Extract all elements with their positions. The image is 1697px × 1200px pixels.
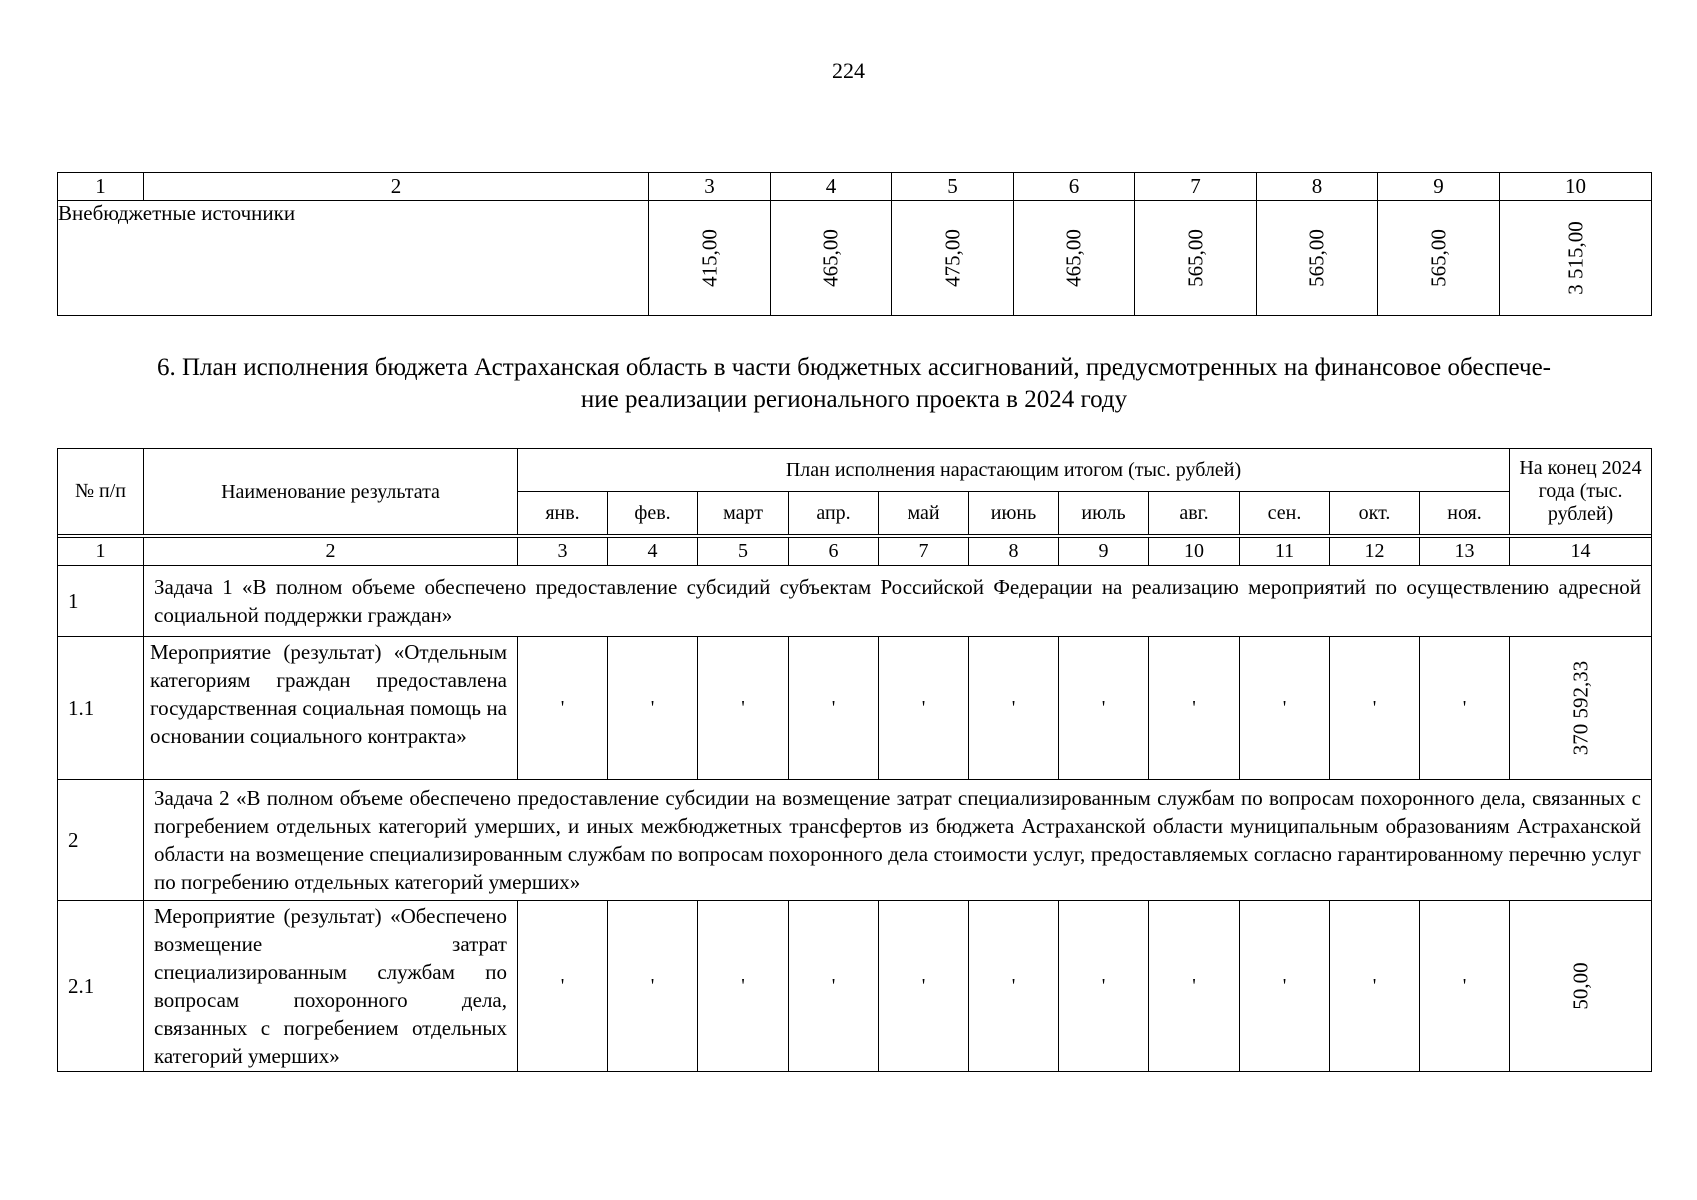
column-number: 6	[1014, 173, 1135, 201]
value: 465,00	[818, 229, 843, 287]
month-value: '	[1059, 901, 1149, 1072]
plan-table	[57, 448, 1652, 1072]
month-value: '	[518, 637, 608, 780]
row-number: 1.1	[58, 637, 144, 780]
header-name: Наименование результата	[144, 449, 518, 535]
month-value: '	[879, 901, 969, 1072]
task-row	[58, 780, 1652, 901]
month-header: сен.	[1240, 492, 1330, 535]
column-number: 3	[649, 173, 771, 201]
month-value: '	[518, 901, 608, 1072]
column-number: 4	[608, 538, 698, 566]
column-number: 2	[144, 538, 518, 566]
measure-name: Мероприятие (результат) «Обеспечено возмещение затрат специализированным службам по вопросам похоронного дела, связанных с погребением отдельных категорий умерших»	[144, 901, 518, 1072]
month-value: '	[879, 637, 969, 780]
section-title	[57, 352, 1651, 416]
column-number: 7	[879, 538, 969, 566]
page-number: 224	[832, 58, 865, 83]
column-number: 8	[969, 538, 1059, 566]
header-plan: План исполнения нарастающим итогом (тыс. рублей)	[518, 449, 1510, 492]
column-number: 1	[58, 173, 144, 201]
month-value: '	[608, 901, 698, 1072]
month-value: '	[1420, 637, 1510, 780]
month-value: '	[1149, 901, 1240, 1072]
measure-row	[58, 901, 1652, 1072]
column-number: 1	[58, 538, 144, 566]
row-number: 1	[58, 566, 144, 637]
month-header: март	[698, 492, 789, 535]
month-value: '	[1149, 637, 1240, 780]
month-header: апр.	[789, 492, 879, 535]
extrabudget-table	[57, 172, 1652, 316]
measure-name: Мероприятие (результат) «Отдельным категориям граждан предоставлена государственная социальная помощь на основании социального контракта»	[144, 637, 518, 780]
column-number: 12	[1330, 538, 1420, 566]
column-number: 8	[1257, 173, 1378, 201]
value-cell	[1014, 201, 1135, 316]
value-cell	[1135, 201, 1257, 316]
header-num: № п/п	[58, 449, 144, 535]
end-of-year-value: 370 592,33	[1568, 660, 1593, 756]
month-value: '	[698, 901, 789, 1072]
month-value: '	[698, 637, 789, 780]
column-number: 10	[1500, 173, 1652, 201]
task-row	[58, 566, 1652, 637]
section-title-line: 6. План исполнения бюджета Астраханская область в части бюджетных ассигнований, предусмотренных на финансовое обеспече-	[156, 354, 1552, 381]
column-number: 9	[1378, 173, 1500, 201]
month-header: янв.	[518, 492, 608, 535]
column-number: 3	[518, 538, 608, 566]
measure-row	[58, 637, 1652, 780]
column-number: 2	[144, 173, 649, 201]
month-header: июнь	[969, 492, 1059, 535]
column-number-row	[58, 538, 1652, 566]
month-header: окт.	[1330, 492, 1420, 535]
value-cell	[1378, 201, 1500, 316]
header-end-of-year: На конец 2024 года (тыс. рублей)	[1510, 449, 1652, 535]
month-header: май	[879, 492, 969, 535]
value: 465,00	[1061, 229, 1086, 287]
month-value: '	[789, 637, 879, 780]
end-of-year-value: 50,00	[1568, 962, 1593, 1010]
column-number: 9	[1059, 538, 1149, 566]
section-title-line: ние реализации регионального проекта в 2024 году	[580, 386, 1128, 413]
month-value: '	[1059, 637, 1149, 780]
month-value: '	[608, 637, 698, 780]
column-number: 5	[698, 538, 789, 566]
month-value: '	[969, 637, 1059, 780]
month-value: '	[1240, 637, 1330, 780]
value: 565,00	[1426, 229, 1450, 287]
column-number: 13	[1420, 538, 1510, 566]
task-text: Задача 2 «В полном объеме обеспечено предоставление субсидии на возмещение затрат специализированным службам по вопросам похоронного дела, связанных с погребением отдельных категорий умерших, и иных межбюджетных трансфертов из бюджета Астраханской области муниципальным образованиям Астраханской области на возмещение специализированным службам по вопросам похоронного дела стоимости услуг, предоставляемых согласно гарантированному перечню услуг по погребению отдельных категорий умерших»	[144, 780, 1652, 901]
value: 565,00	[1183, 229, 1207, 287]
end-of-year-cell	[1510, 637, 1652, 780]
total-cell	[1500, 201, 1652, 316]
value: 565,00	[1304, 229, 1329, 287]
column-number: 5	[892, 173, 1014, 201]
month-value: '	[1330, 901, 1420, 1072]
value: 415,00	[697, 229, 721, 287]
value-cell	[892, 201, 1014, 316]
month-value: '	[1240, 901, 1330, 1072]
total-value: 3 515,00	[1563, 221, 1587, 295]
column-number: 11	[1240, 538, 1330, 566]
month-header: фев.	[608, 492, 698, 535]
month-header: июль	[1059, 492, 1149, 535]
row-number: 2	[58, 780, 144, 901]
column-number: 14	[1510, 538, 1652, 566]
value-cell	[771, 201, 892, 316]
column-number: 4	[771, 173, 892, 201]
month-value: '	[1330, 637, 1420, 780]
month-header: ноя.	[1420, 492, 1510, 535]
value-cell	[649, 201, 771, 316]
column-number: 6	[789, 538, 879, 566]
month-value: '	[969, 901, 1059, 1072]
month-header: авг.	[1149, 492, 1240, 535]
row-name: Внебюджетные источники	[58, 201, 649, 316]
month-value: '	[1420, 901, 1510, 1072]
column-number-row	[58, 173, 1652, 201]
column-number: 7	[1135, 173, 1257, 201]
row-number: 2.1	[58, 901, 144, 1072]
value: 475,00	[940, 229, 964, 287]
value-cell	[1257, 201, 1378, 316]
month-value: '	[789, 901, 879, 1072]
table-row	[58, 201, 1652, 316]
end-of-year-cell	[1510, 901, 1652, 1072]
task-text: Задача 1 «В полном объеме обеспечено предоставление субсидий субъектам Российской Федерации на реализацию мероприятий по осуществлению адресной социальной поддержки граждан»	[144, 566, 1652, 637]
header-row	[58, 449, 1652, 492]
column-number: 10	[1149, 538, 1240, 566]
